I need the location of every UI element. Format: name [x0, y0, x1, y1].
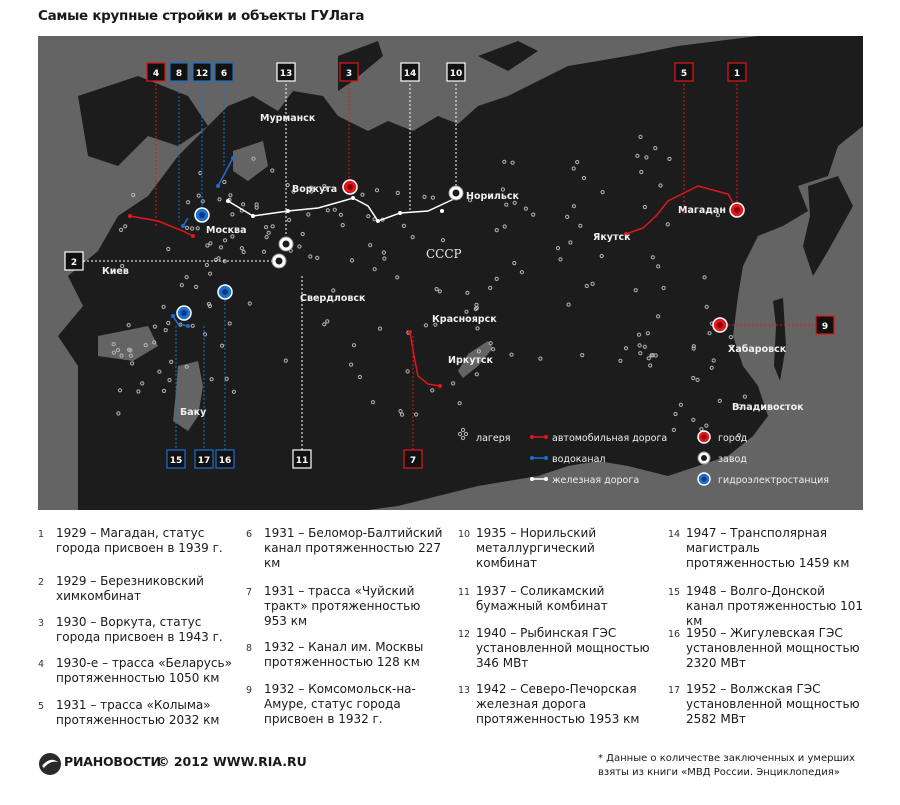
- factory-marker-berezniki: [272, 254, 286, 268]
- svg-text:8: 8: [175, 69, 183, 79]
- svg-text:11: 11: [295, 456, 309, 466]
- svg-text:железная дорога: железная дорога: [552, 475, 640, 486]
- source-note: * Данные о количестве заключенных и умерших взяты из книги «МВД России. Энциклопедия»: [598, 753, 856, 778]
- badge-3: [340, 63, 358, 81]
- badge-1: [728, 63, 746, 81]
- site-copyright: © 2012 WWW.RIA.RU: [157, 754, 307, 769]
- badge-4: [147, 63, 165, 81]
- legend-factory: [698, 452, 747, 465]
- svg-text:7: 7: [409, 456, 417, 466]
- city-label-krasnoyarsk: Красноярск: [432, 314, 497, 325]
- country-label: СССР: [426, 247, 462, 261]
- city-label-khabarovsk: Хабаровск: [728, 344, 787, 355]
- badge-2: [65, 252, 83, 270]
- city-label-vorkuta: Воркута: [292, 184, 338, 195]
- svg-text:лагеря: лагеря: [476, 433, 511, 444]
- svg-text:16: 16: [218, 456, 232, 466]
- badge-9: [816, 316, 834, 334]
- factory-marker-solikamsk: [279, 237, 293, 251]
- badge-7: [404, 450, 422, 468]
- badge-13: [277, 63, 295, 81]
- city-label-norilsk: Норильск: [466, 191, 519, 202]
- badge-11: [293, 450, 311, 468]
- badge-8: [170, 63, 188, 81]
- svg-text:6: 6: [220, 69, 228, 79]
- hydro-marker-rybinsk: [195, 208, 209, 222]
- svg-text:1: 1: [733, 69, 741, 79]
- ria-logo-icon: [38, 752, 62, 776]
- badge-15: [167, 450, 185, 468]
- badge-10: [447, 63, 465, 81]
- city-label-sverdlovsk: Свердловск: [300, 293, 366, 304]
- badge-5: [675, 63, 693, 81]
- sakhalin: [773, 298, 786, 381]
- svg-text:3: 3: [345, 69, 353, 79]
- gulag-map: [38, 36, 863, 510]
- svg-text:13: 13: [279, 69, 293, 79]
- page-title: Самые крупные стройки и объекты ГУЛага: [38, 8, 365, 24]
- badge-16: [216, 450, 234, 468]
- svg-text:15: 15: [169, 456, 183, 466]
- city-label-vladivostok: Владивосток: [732, 402, 804, 413]
- city-label-moskva: Москва: [206, 225, 247, 236]
- badge-12: [193, 63, 211, 81]
- badge-17: [195, 450, 213, 468]
- badge-6: [215, 63, 233, 81]
- city-label-kiev: Киев: [102, 266, 129, 277]
- city-label-murmansk: Мурманск: [260, 113, 316, 124]
- city-label-magadan: Магадан: [678, 205, 726, 216]
- city-marker-komsomolsk: [713, 318, 727, 332]
- camp-dot: [132, 193, 135, 196]
- svg-text:город: город: [718, 433, 748, 444]
- svg-text:автомобильная дорога: автомобильная дорога: [552, 433, 668, 444]
- svg-text:9: 9: [821, 322, 829, 332]
- svg-text:водоканал: водоканал: [552, 454, 606, 465]
- map-canvas: [38, 36, 863, 510]
- legend-city: [698, 431, 748, 444]
- brand-name: РИАНОВОСТИ: [64, 754, 161, 769]
- svg-text:17: 17: [197, 456, 211, 466]
- svg-text:гидроэлектростанция: гидроэлектростанция: [718, 475, 829, 486]
- taymyr-islands: [478, 41, 538, 71]
- badge-14: [401, 63, 419, 81]
- city-marker-vorkuta: [343, 180, 357, 194]
- city-label-irkutsk: Иркутск: [448, 355, 493, 366]
- svg-text:10: 10: [449, 69, 463, 79]
- svg-text:5: 5: [680, 69, 688, 79]
- legend-hydro: [698, 473, 829, 486]
- hydro-marker-zhigulevsk: [218, 285, 232, 299]
- kamchatka: [803, 176, 853, 276]
- city-label-yakutsk: Якутск: [593, 232, 631, 243]
- svg-text:14: 14: [403, 69, 417, 79]
- svg-text:2: 2: [70, 258, 78, 268]
- svg-text:завод: завод: [718, 454, 747, 465]
- city-marker-magadan: [730, 203, 744, 217]
- factory-marker-norilsk: [449, 186, 463, 200]
- svg-text:4: 4: [152, 69, 160, 79]
- hydro-marker-volzhsk: [177, 306, 191, 320]
- city-label-baku: Баку: [180, 407, 207, 418]
- svg-text:12: 12: [195, 69, 209, 79]
- legend-railway: [530, 475, 639, 486]
